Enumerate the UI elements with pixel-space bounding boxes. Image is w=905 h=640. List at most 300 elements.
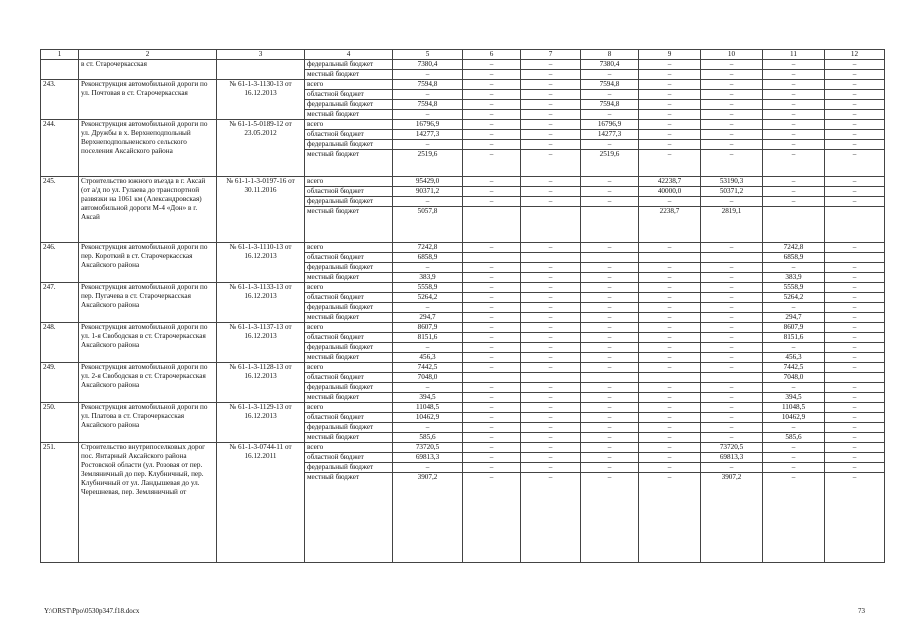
amount-cell: – [639, 243, 701, 253]
amount-cell: – [463, 130, 521, 140]
amount-cell: – [639, 453, 701, 463]
amount-cell: 394,5 [763, 393, 825, 403]
amount-cell: – [701, 463, 763, 473]
table-row [41, 363, 885, 373]
amount-cell: – [393, 70, 463, 80]
amount-cell: – [463, 177, 521, 187]
row-number-cell: 251. [41, 443, 79, 563]
amount-cell: – [463, 197, 521, 207]
amount-cell: – [463, 140, 521, 150]
amount-cell: 5264,2 [763, 293, 825, 303]
amount-cell: – [825, 177, 885, 187]
amount-cell: – [763, 443, 825, 453]
amount-cell: – [521, 423, 581, 433]
column-number-cell: 1 [41, 50, 79, 60]
amount-cell: – [825, 187, 885, 197]
amount-cell: 69813,3 [393, 453, 463, 463]
amount-cell: – [701, 333, 763, 343]
object-name-cell: Реконструкция автомобильной дороги по ул. Платова в ст. Старочеркасская Аксайского района [79, 403, 217, 443]
amount-cell: – [701, 150, 763, 177]
funding-source-cell: федеральный бюджет [305, 100, 393, 110]
amount-cell: 8607,9 [393, 323, 463, 333]
amount-cell: – [463, 80, 521, 90]
amount-cell: – [825, 453, 885, 463]
expertise-number-cell: № 61-1-3-1129-13 от 16.12.2013 [217, 403, 305, 443]
amount-cell [763, 207, 825, 243]
amount-cell: – [521, 463, 581, 473]
funding-source-cell: федеральный бюджет [305, 423, 393, 433]
amount-cell: – [639, 343, 701, 353]
amount-cell: 394,5 [393, 393, 463, 403]
funding-source-cell: местный бюджет [305, 207, 393, 243]
funding-source-cell: местный бюджет [305, 313, 393, 323]
amount-cell: 7594,8 [581, 80, 639, 90]
amount-cell: – [825, 140, 885, 150]
amount-cell: – [825, 70, 885, 80]
amount-cell: 7048,0 [393, 373, 463, 383]
amount-cell: – [639, 70, 701, 80]
amount-cell: – [581, 323, 639, 333]
amount-cell: – [393, 263, 463, 273]
amount-cell: – [581, 353, 639, 363]
amount-cell: 8151,6 [393, 333, 463, 343]
amount-cell: – [825, 403, 885, 413]
row-number-cell: 245. [41, 177, 79, 243]
amount-cell: – [581, 90, 639, 100]
column-number-cell: 10 [701, 50, 763, 60]
amount-cell: – [521, 393, 581, 403]
amount-cell: – [463, 90, 521, 100]
amount-cell: 16796,9 [393, 120, 463, 130]
amount-cell: – [763, 60, 825, 70]
column-number-cell: 7 [521, 50, 581, 60]
funding-source-cell: федеральный бюджет [305, 60, 393, 70]
amount-cell: – [825, 463, 885, 473]
amount-cell: – [521, 60, 581, 70]
funding-source-cell: федеральный бюджет [305, 303, 393, 313]
amount-cell: – [463, 273, 521, 283]
amount-cell: – [639, 323, 701, 333]
amount-cell: 456,3 [763, 353, 825, 363]
amount-cell: – [581, 343, 639, 353]
amount-cell: – [701, 403, 763, 413]
table-row [41, 283, 885, 293]
table-header-row [41, 50, 885, 60]
amount-cell: 50371,2 [701, 187, 763, 197]
amount-cell: – [581, 403, 639, 413]
amount-cell: – [701, 433, 763, 443]
object-name-cell: Реконструкция автомобильной дороги по пер. Пугачева в ст. Старочеркасская Аксайского района [79, 283, 217, 323]
amount-cell: – [463, 313, 521, 323]
amount-cell: – [521, 313, 581, 323]
funding-source-cell: федеральный бюджет [305, 197, 393, 207]
amount-cell: – [521, 403, 581, 413]
amount-cell: 73720,5 [393, 443, 463, 453]
amount-cell: – [825, 443, 885, 453]
amount-cell: 10462,9 [393, 413, 463, 423]
amount-cell: – [825, 363, 885, 373]
row-number-cell: 246. [41, 243, 79, 283]
amount-cell: – [701, 283, 763, 293]
amount-cell [701, 373, 763, 383]
funding-source-cell: федеральный бюджет [305, 140, 393, 150]
amount-cell: – [521, 303, 581, 313]
amount-cell: 16796,9 [581, 120, 639, 130]
amount-cell: – [393, 423, 463, 433]
amount-cell: 294,7 [763, 313, 825, 323]
table-row [41, 120, 885, 130]
amount-cell: – [701, 120, 763, 130]
funding-source-cell: всего [305, 243, 393, 253]
amount-cell: – [393, 90, 463, 100]
expertise-number-cell: № 61-1-3-1137-13 от 16.12.2013 [217, 323, 305, 363]
amount-cell: – [763, 150, 825, 177]
amount-cell: – [521, 353, 581, 363]
amount-cell: – [639, 263, 701, 273]
amount-cell: – [825, 383, 885, 393]
amount-cell: – [581, 197, 639, 207]
amount-cell: – [463, 283, 521, 293]
amount-cell: – [701, 413, 763, 423]
amount-cell: – [639, 197, 701, 207]
funding-source-cell: местный бюджет [305, 353, 393, 363]
amount-cell: – [701, 353, 763, 363]
amount-cell: – [521, 363, 581, 373]
amount-cell: – [521, 140, 581, 150]
amount-cell: – [521, 273, 581, 283]
amount-cell: – [701, 130, 763, 140]
amount-cell: 8607,9 [763, 323, 825, 333]
amount-cell: – [825, 150, 885, 177]
funding-source-cell: местный бюджет [305, 273, 393, 283]
amount-cell: – [825, 283, 885, 293]
amount-cell: – [763, 383, 825, 393]
amount-cell: 7380,4 [581, 60, 639, 70]
amount-cell: – [463, 413, 521, 423]
funding-source-cell: областной бюджет [305, 253, 393, 263]
amount-cell: 383,9 [393, 273, 463, 283]
amount-cell: – [639, 473, 701, 563]
amount-cell: – [825, 293, 885, 303]
amount-cell: – [463, 353, 521, 363]
amount-cell: – [581, 140, 639, 150]
amount-cell: – [825, 90, 885, 100]
table-row [41, 177, 885, 187]
amount-cell: – [825, 100, 885, 110]
amount-cell: – [639, 120, 701, 130]
amount-cell: 8151,6 [763, 333, 825, 343]
amount-cell: – [581, 177, 639, 187]
amount-cell: – [825, 80, 885, 90]
amount-cell: 2819,1 [701, 207, 763, 243]
amount-cell: – [639, 463, 701, 473]
amount-cell: – [825, 110, 885, 120]
funding-source-cell: областной бюджет [305, 130, 393, 140]
amount-cell: – [825, 243, 885, 253]
footer-page-number: 73 [858, 607, 865, 615]
amount-cell: 14277,3 [581, 130, 639, 140]
funding-source-cell: местный бюджет [305, 70, 393, 80]
amount-cell: – [581, 273, 639, 283]
row-number-cell: 243. [41, 80, 79, 120]
amount-cell: – [639, 110, 701, 120]
amount-cell: – [463, 120, 521, 130]
column-number-cell: 3 [217, 50, 305, 60]
amount-cell: – [825, 423, 885, 433]
object-name-cell: Реконструкция автомобильной дороги по ул. 2-я Свободская в ст. Старочеркасская Аксайского района [79, 363, 217, 403]
amount-cell: 7442,5 [763, 363, 825, 373]
expertise-number-cell: № 61-1-3-0744-11 от 16.12.2011 [217, 443, 305, 563]
amount-cell: 7442,5 [393, 363, 463, 373]
amount-cell: – [521, 130, 581, 140]
amount-cell: 5264,2 [393, 293, 463, 303]
amount-cell [825, 253, 885, 263]
amount-cell [463, 253, 521, 263]
amount-cell: – [521, 473, 581, 563]
amount-cell: 7048,0 [763, 373, 825, 383]
amount-cell: – [639, 140, 701, 150]
funding-source-cell: областной бюджет [305, 333, 393, 343]
amount-cell: 6858,9 [393, 253, 463, 263]
column-number-cell: 2 [79, 50, 217, 60]
expertise-number-cell: № 61-1-3-1128-13 от 16.12.2013 [217, 363, 305, 403]
amount-cell: – [581, 463, 639, 473]
column-number-cell: 5 [393, 50, 463, 60]
table-row [41, 243, 885, 253]
amount-cell: – [463, 453, 521, 463]
amount-cell: – [701, 70, 763, 80]
amount-cell: 14277,3 [393, 130, 463, 140]
table-row [41, 80, 885, 90]
funding-source-cell: всего [305, 403, 393, 413]
amount-cell [825, 373, 885, 383]
amount-cell: – [581, 423, 639, 433]
amount-cell: – [701, 197, 763, 207]
amount-cell: 585,6 [393, 433, 463, 443]
amount-cell: – [581, 303, 639, 313]
amount-cell: 3907,2 [701, 473, 763, 563]
amount-cell: 383,9 [763, 273, 825, 283]
amount-cell [581, 253, 639, 263]
amount-cell: – [393, 383, 463, 393]
object-name-cell: Реконструкция автомобильной дороги по ул. 1-я Свободская в ст. Старочеркасская Аксайского района [79, 323, 217, 363]
amount-cell: – [581, 263, 639, 273]
amount-cell: 7594,8 [393, 100, 463, 110]
amount-cell: – [701, 243, 763, 253]
object-name-cell: Реконструкция автомобильной дороги по ул. Почтовая в ст. Старочеркасская [79, 80, 217, 120]
amount-cell: – [463, 60, 521, 70]
object-name-cell: Строительство южного въезда в г. Аксай (от а/д по ул. Гулаева до транспортной развязки на 1061 км (Александровская) автомобильной дороги М-4 «Дон» в г. Аксай [79, 177, 217, 243]
amount-cell: 69813,3 [701, 453, 763, 463]
table-row [41, 403, 885, 413]
amount-cell: – [463, 343, 521, 353]
funding-source-cell: федеральный бюджет [305, 343, 393, 353]
amount-cell: – [521, 100, 581, 110]
amount-cell: – [639, 353, 701, 363]
amount-cell: – [463, 433, 521, 443]
amount-cell [701, 253, 763, 263]
amount-cell: 7242,8 [763, 243, 825, 253]
amount-cell: – [763, 263, 825, 273]
amount-cell: – [521, 293, 581, 303]
amount-cell: – [825, 130, 885, 140]
amount-cell: – [393, 197, 463, 207]
amount-cell: – [639, 423, 701, 433]
funding-source-cell: федеральный бюджет [305, 263, 393, 273]
amount-cell: – [639, 443, 701, 453]
amount-cell: – [701, 263, 763, 273]
amount-cell: – [521, 197, 581, 207]
funding-source-cell: местный бюджет [305, 393, 393, 403]
amount-cell: – [763, 463, 825, 473]
funding-source-cell: местный бюджет [305, 150, 393, 177]
amount-cell: – [639, 130, 701, 140]
amount-cell: – [825, 263, 885, 273]
funding-source-cell: областной бюджет [305, 187, 393, 197]
row-number-cell: 244. [41, 120, 79, 177]
amount-cell: – [581, 453, 639, 463]
amount-cell: – [581, 283, 639, 293]
amount-cell: 11048,5 [763, 403, 825, 413]
object-name-cell: Реконструкция автомобильной дороги по пер. Короткий в ст. Старочеркасская Аксайского района [79, 243, 217, 283]
amount-cell: – [763, 453, 825, 463]
amount-cell: – [825, 433, 885, 443]
amount-cell: – [521, 177, 581, 187]
amount-cell: – [463, 263, 521, 273]
amount-cell: – [639, 303, 701, 313]
amount-cell: – [581, 383, 639, 393]
amount-cell: – [463, 443, 521, 453]
amount-cell: – [825, 323, 885, 333]
amount-cell: 294,7 [393, 313, 463, 323]
table-row [41, 443, 885, 453]
expertise-number-cell: № 61-1-5-0189-12 от 23.05.2012 [217, 120, 305, 177]
amount-cell: – [763, 177, 825, 187]
amount-cell: – [463, 110, 521, 120]
amount-cell: – [393, 110, 463, 120]
funding-source-cell: областной бюджет [305, 293, 393, 303]
amount-cell: 95429,0 [393, 177, 463, 187]
amount-cell: 2519,6 [393, 150, 463, 177]
amount-cell: – [521, 80, 581, 90]
expertise-number-cell: № 61-1-3-1130-13 от 16.12.2013 [217, 80, 305, 120]
table-row [41, 60, 885, 70]
amount-cell: – [639, 150, 701, 177]
amount-cell: – [393, 303, 463, 313]
row-number-cell [41, 60, 79, 80]
object-name-cell: Реконструкция автомобильной дороги по ул. Дружбы в х. Верхнеподпольный Верхнеподпольненского сельского поселения Аксайского района [79, 120, 217, 177]
amount-cell: – [701, 343, 763, 353]
amount-cell: – [763, 187, 825, 197]
amount-cell: – [639, 333, 701, 343]
amount-cell: – [521, 263, 581, 273]
amount-cell: – [701, 303, 763, 313]
row-number-cell: 248. [41, 323, 79, 363]
amount-cell: – [825, 333, 885, 343]
amount-cell: – [701, 100, 763, 110]
column-number-cell: 4 [305, 50, 393, 60]
amount-cell: – [521, 333, 581, 343]
amount-cell: – [581, 187, 639, 197]
footer-file-path: Y:\ORST\Ppo\0530p347.f18.docx [44, 607, 140, 615]
amount-cell: – [639, 273, 701, 283]
amount-cell: – [639, 413, 701, 423]
amount-cell: 2238,7 [639, 207, 701, 243]
amount-cell: – [521, 187, 581, 197]
column-number-cell: 11 [763, 50, 825, 60]
amount-cell: – [763, 120, 825, 130]
amount-cell: 40000,0 [639, 187, 701, 197]
amount-cell [521, 253, 581, 263]
amount-cell [825, 207, 885, 243]
amount-cell: – [463, 383, 521, 393]
amount-cell: – [521, 433, 581, 443]
amount-cell: – [463, 423, 521, 433]
amount-cell: – [393, 463, 463, 473]
amount-cell: – [701, 273, 763, 283]
table-row [41, 323, 885, 333]
amount-cell: – [825, 60, 885, 70]
amount-cell: – [701, 110, 763, 120]
funding-source-cell: областной бюджет [305, 413, 393, 423]
amount-cell: – [701, 393, 763, 403]
amount-cell: – [701, 293, 763, 303]
column-number-cell: 9 [639, 50, 701, 60]
amount-cell: – [825, 273, 885, 283]
amount-cell: – [463, 363, 521, 373]
amount-cell: – [701, 423, 763, 433]
funding-source-cell: областной бюджет [305, 453, 393, 463]
amount-cell: 10462,9 [763, 413, 825, 423]
funding-source-cell: всего [305, 120, 393, 130]
row-number-cell: 247. [41, 283, 79, 323]
amount-cell: 7594,8 [581, 100, 639, 110]
amount-cell: – [581, 243, 639, 253]
amount-cell: – [639, 363, 701, 373]
amount-cell [639, 253, 701, 263]
amount-cell: – [763, 110, 825, 120]
amount-cell: – [825, 313, 885, 323]
amount-cell: – [581, 443, 639, 453]
column-number-cell: 8 [581, 50, 639, 60]
amount-cell: 7594,8 [393, 80, 463, 90]
amount-cell: – [463, 393, 521, 403]
amount-cell: 11048,5 [393, 403, 463, 413]
amount-cell: – [463, 473, 521, 563]
amount-cell: – [521, 413, 581, 423]
amount-cell: – [701, 90, 763, 100]
amount-cell: – [581, 413, 639, 423]
amount-cell: – [521, 323, 581, 333]
amount-cell: – [825, 353, 885, 363]
amount-cell: – [639, 393, 701, 403]
amount-cell: – [701, 363, 763, 373]
funding-source-cell: местный бюджет [305, 110, 393, 120]
amount-cell: – [639, 100, 701, 110]
amount-cell [581, 373, 639, 383]
amount-cell: – [581, 110, 639, 120]
amount-cell: – [639, 60, 701, 70]
amount-cell: – [763, 343, 825, 353]
amount-cell: – [581, 433, 639, 443]
amount-cell: – [581, 473, 639, 563]
amount-cell: – [763, 70, 825, 80]
amount-cell: 6858,9 [763, 253, 825, 263]
amount-cell: – [701, 140, 763, 150]
amount-cell: – [825, 413, 885, 423]
amount-cell: 90371,2 [393, 187, 463, 197]
amount-cell: – [581, 70, 639, 80]
